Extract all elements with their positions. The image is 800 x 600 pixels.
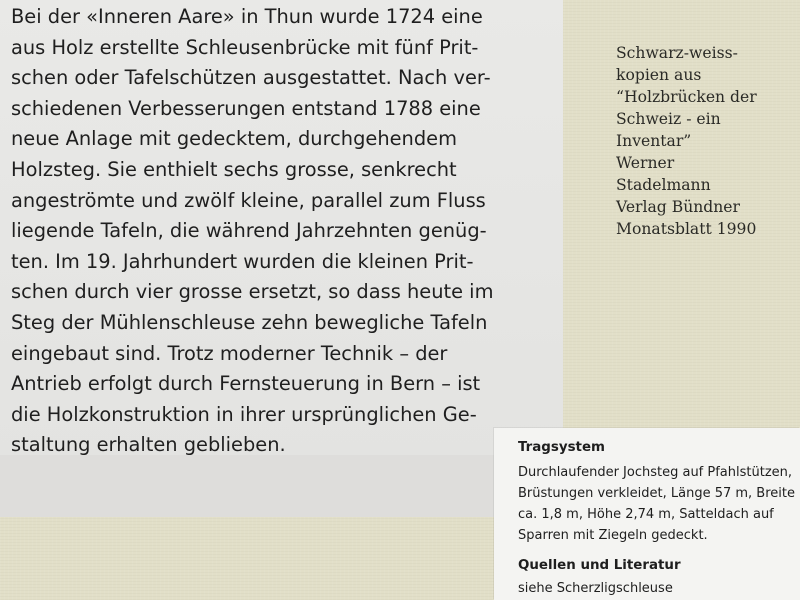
- tragsystem-text: [518, 462, 795, 546]
- paragraph-line: staltung erhalten geblieben.: [11, 433, 286, 457]
- caption-line: kopien aus: [616, 66, 702, 84]
- quellen-line: siehe Scherzligschleuse: [518, 581, 673, 596]
- caption-line: Verlag Bündner: [616, 198, 740, 216]
- caption-line: Werner: [616, 154, 675, 172]
- paragraph-line: die Holzkonstruktion in ihrer ursprünglichen Ge-: [11, 402, 477, 426]
- caption-line: Schweiz - ein: [616, 110, 721, 128]
- tragsystem-line: Sparren mit Ziegeln gedeckt.: [518, 528, 708, 543]
- tragsystem-line: ca. 1,8 m, Höhe 2,74 m, Satteldach auf: [518, 507, 774, 522]
- paragraph-line: aus Holz erstellte Schleusenbrücke mit fünf Prit-: [11, 35, 479, 59]
- paragraph-line: neue Anlage mit gedecktem, durchgehendem: [11, 127, 457, 151]
- paragraph-line: Antrieb erfolgt durch Fernsteuerung in Bern – ist: [11, 372, 481, 396]
- paragraph-line: Holzsteg. Sie enthielt sechs grosse, senkrecht: [11, 157, 457, 181]
- tragsystem-line: Durchlaufender Jochsteg auf Pfahlstützen,: [518, 465, 793, 480]
- paragraph-line: schiedenen Verbesserungen entstand 1788 eine: [11, 96, 481, 120]
- paragraph-line: schen oder Tafelschützen ausgestattet. Nach ver-: [11, 66, 491, 90]
- main-paragraph: [11, 2, 559, 461]
- tragsystem-heading: Tragsystem: [518, 440, 605, 455]
- caption-line: Inventar”: [616, 132, 692, 150]
- paragraph-line: eingebaut sind. Trotz moderner Technik – der: [11, 341, 448, 365]
- paragraph-line: ten. Im 19. Jahrhundert wurden die kleinen Prit-: [11, 249, 474, 273]
- paragraph-line: liegende Tafeln, die während Jahrzehnten genüg-: [11, 219, 487, 243]
- caption-line: Monatsblatt 1990: [616, 220, 757, 238]
- caption-line: Stadelmann: [616, 176, 711, 194]
- caption-line: “Holzbrücken der: [616, 88, 757, 106]
- source-caption: [616, 42, 796, 240]
- paragraph-line: Bei der «Inneren Aare» in Thun wurde 1724 eine: [11, 5, 483, 28]
- tragsystem-line: Brüstungen verkleidet, Länge 57 m, Breite: [518, 486, 795, 501]
- caption-line: Schwarz-weiss-: [616, 44, 738, 62]
- info-card: [494, 428, 800, 600]
- paragraph-line: Steg der Mühlenschleuse zehn bewegliche Tafeln: [11, 310, 488, 334]
- page-edge-strip: [0, 455, 563, 517]
- paragraph-line: angeströmte und zwölf kleine, parallel zum Fluss: [11, 188, 486, 212]
- paragraph-line: schen durch vier grosse ersetzt, so dass heute im: [11, 280, 494, 304]
- quellen-heading: Quellen und Literatur: [518, 558, 681, 573]
- quellen-text: [518, 578, 673, 599]
